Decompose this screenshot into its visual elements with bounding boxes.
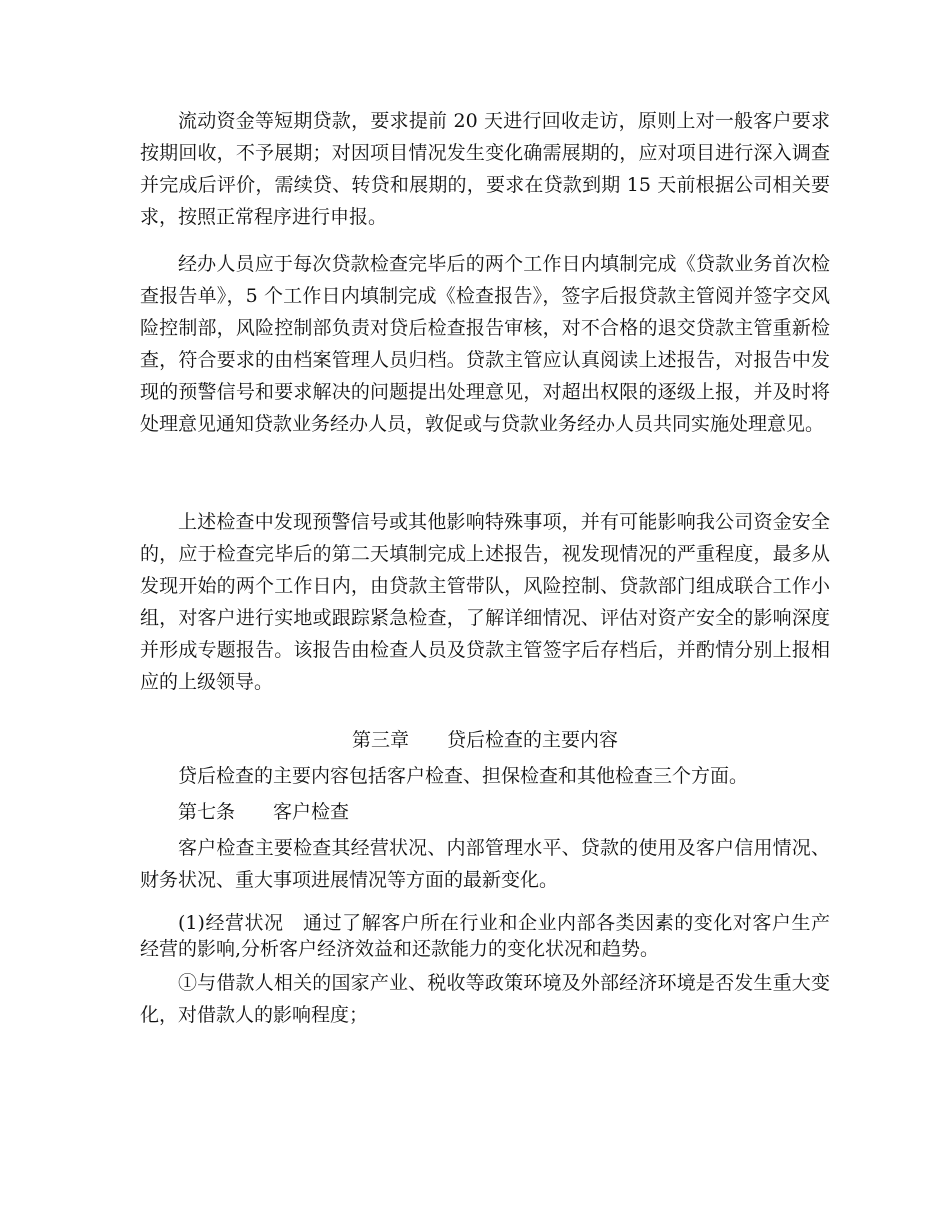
paragraph-inspection-reports: 经办人员应于每次贷款检查完毕后的两个工作日内填制完成《贷款业务首次检查报告单》，5 个工作日内填制完成《检查报告》，签字后报贷款主管阅并签字交风险控制部，风险控制部负责对贷后检查报告审核，对不合格的退交贷款主管重新检查，符合要求的由档案管理人员归档。贷款主管应认真阅读上述报告，对报告中发现的预警信号和要求解决的问题提出处理意见，对超出权限的逐级上报，并及时将处理意见通知贷款业务经办人员，敦促或与贷款业务经办人员共同实施处理意见。 bbox=[140, 253, 830, 435]
paragraph-inspection-content: 贷后检查的主要内容包括客户检查、担保检查和其他检查三个方面。 bbox=[178, 765, 749, 787]
paragraph-policy-environment: ①与借款人相关的国家产业、税收等政策环境及外部经济环境是否发生重大变化，对借款人的影响程度； bbox=[140, 972, 830, 1026]
paragraph-loan-recovery: 流动资金等短期贷款，要求提前 20 天进行回收走访，原则上对一般客户要求按期回收，不予展期；对因项目情况发生变化确需展期的，应对项目进行深入调查并完成后评价，需续贷、转贷和展期的，要求在贷款到期 15 天前根据公司相关要求，按照正常程序进行申报。 bbox=[140, 110, 830, 228]
paragraph-customer-inspection: 客户检查主要检查其经营状况、内部管理水平、贷款的使用及客户信用情况、财务状况、重大事项进展情况等方面的最新变化。 bbox=[140, 837, 830, 891]
article-heading: 第七条 客户检查 bbox=[178, 801, 350, 823]
chapter-heading: 第三章 贷后检查的主要内容 bbox=[351, 729, 618, 751]
paragraph-operating-status: (1)经营状况 通过了解客户所在行业和企业内部各类因素的变化对客户生产经营的影响,分析客户经济效益和还款能力的变化状况和趋势。 bbox=[140, 912, 830, 960]
paragraph-warning-signals: 上述检查中发现预警信号或其他影响特殊事项，并有可能影响我公司资金安全的，应于检查完毕后的第二天填制完成上述报告，视发现情况的严重程度，最多从发现开始的两个工作日内，由贷款主管带队，风险控制、贷款部门组成联合工作小组，对客户进行实地或跟踪紧急检查，了解详细情况、评估对资产安全的影响深度并形成专题报告。该报告由检查人员及贷款主管签字后存档后，并酌情分别上报相应的上级领导。 bbox=[140, 511, 830, 693]
